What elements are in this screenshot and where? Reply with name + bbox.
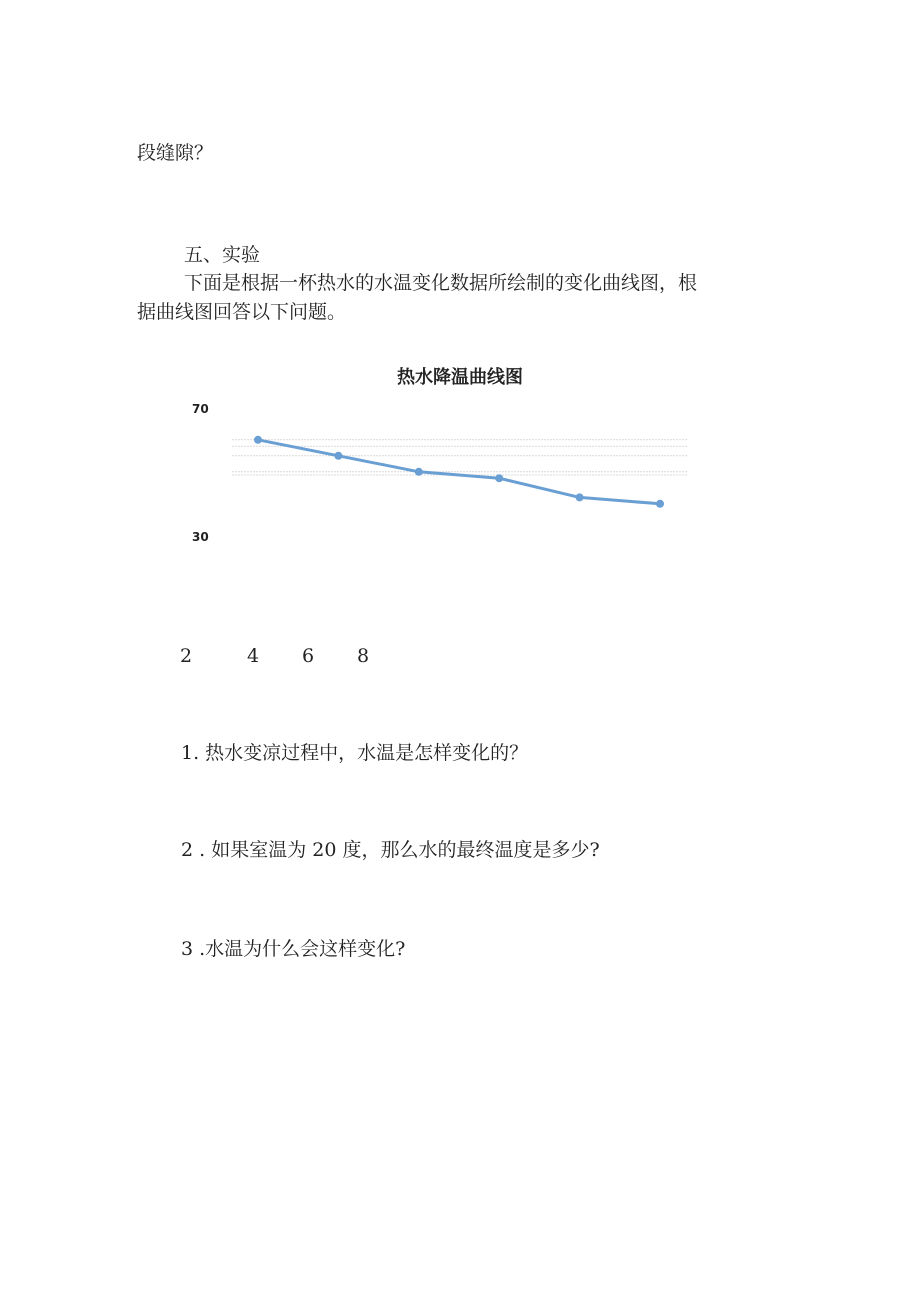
question-2: 2 . 如果室温为 20 度，那么水的最终温度是多少? [181,839,600,861]
y-tick-label-top: 70 [192,402,209,416]
paragraph-line-1: 下面是根据一杯热水的水温变化数据所绘制的变化曲线图，根 [184,272,698,294]
data-point [495,474,503,482]
chart-title: 热水降温曲线图 [397,367,523,388]
paragraph-line-2: 据曲线图回答以下问题。 [137,301,347,323]
x-tick-label: 2 [180,645,193,667]
data-point [334,452,342,460]
question-1: 1. 热水变凉过程中，水温是怎样变化的？ [181,742,529,764]
section-heading: 五、实验 [184,244,261,266]
data-point [656,500,664,508]
x-tick-label: 6 [302,645,315,667]
data-point [576,493,584,501]
question-3: 3 .水温为什么会这样变化? [181,938,406,960]
x-tick-label: 8 [357,645,370,667]
data-point [415,468,423,476]
y-tick-label-bottom: 30 [192,530,209,544]
data-point [254,436,262,444]
x-tick-label: 4 [247,645,260,667]
text-line-fragment: 段缝隙？ [137,142,214,164]
